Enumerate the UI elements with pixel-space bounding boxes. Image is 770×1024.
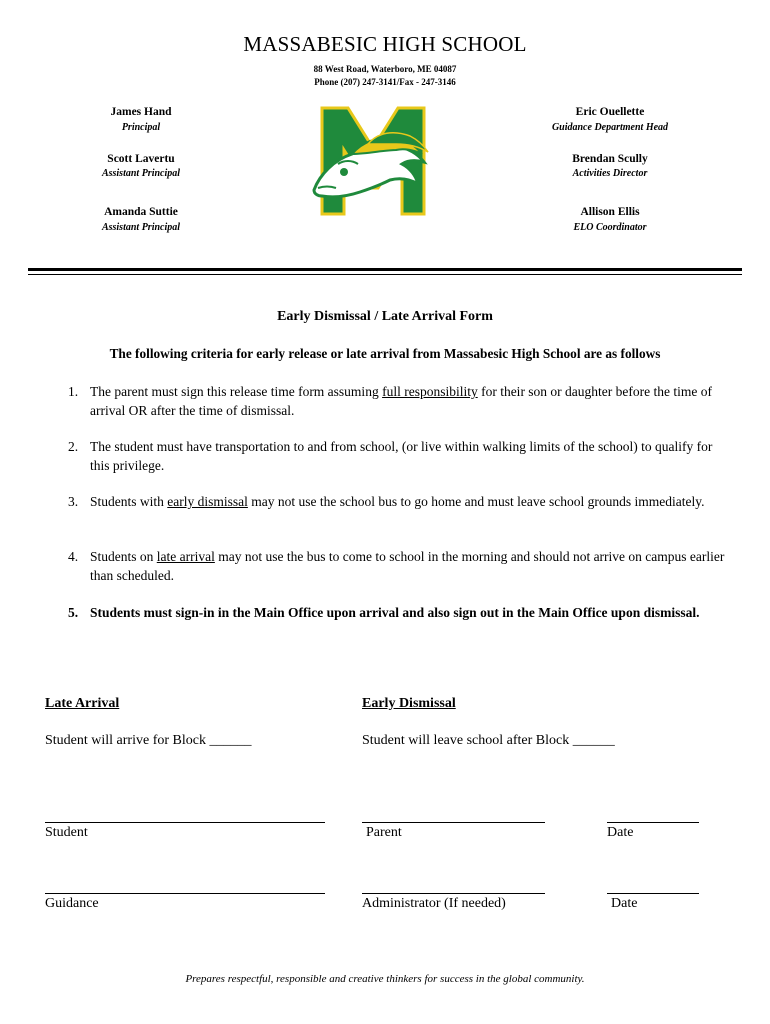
item-underlined-text: early dismissal	[167, 494, 248, 509]
item-text: The parent must sign this release time form assuming	[90, 384, 383, 399]
item-number: 2.	[68, 439, 79, 454]
item-text: may not use the bus to come to school in the morning and should not arrive on campus earlier than scheduled.	[90, 549, 725, 583]
school-address-block	[0, 63, 770, 89]
date-line-1[interactable]	[607, 822, 699, 823]
header-divider-thin	[28, 274, 742, 275]
item-number: 5.	[68, 605, 79, 620]
criteria-item-3	[68, 492, 728, 511]
staff-name-assistant-principal-2: Amanda Suttie	[104, 206, 178, 218]
footer-motto: Prepares respectful, responsible and creative thinkers for success in the global community.	[185, 973, 585, 985]
staff-title-principal: Principal	[121, 122, 161, 133]
item-number: 1.	[68, 384, 79, 399]
item-number: 3.	[68, 494, 79, 509]
item-text: may not use the school bus to go home and must leave school grounds immediately.	[247, 494, 705, 509]
staff-title-assistant-principal-1: Assistant Principal	[101, 168, 181, 179]
item-text: for their son or daughter before the time of arrival OR after the time of dismissal.	[90, 384, 712, 418]
item-underlined-text: full responsibility	[382, 384, 478, 399]
administrator-label: Administrator (If needed)	[362, 896, 506, 911]
student-signature-line[interactable]	[45, 822, 325, 823]
staff-title-elo-coordinator: ELO Coordinator	[573, 222, 647, 233]
staff-title-activities-director: Activities Director	[572, 168, 648, 179]
date-label-2: Date	[611, 896, 638, 911]
item-text: Students must sign-in in the Main Office upon arrival and also sign out in the Main Office upon dismissal.	[90, 605, 700, 620]
early-dismissal-block-field[interactable]: Student will leave school after Block ______	[362, 733, 615, 748]
staff-title-guidance-head: Guidance Department Head	[551, 122, 669, 133]
staff-name-elo-coordinator: Allison Ellis	[580, 206, 640, 218]
administrator-signature-line[interactable]	[362, 893, 545, 894]
parent-label: Parent	[366, 825, 402, 840]
item-number: 4.	[68, 549, 79, 564]
criteria-item-2	[68, 437, 728, 475]
mustang-m-logo-icon	[308, 102, 438, 220]
form-title: Early Dismissal / Late Arrival Form	[277, 309, 493, 324]
school-address: 88 West Road, Waterboro, ME 04087	[313, 64, 457, 74]
header-divider-thick	[28, 268, 742, 271]
early-dismissal-heading: Early Dismissal	[362, 696, 456, 711]
staff-name-assistant-principal-1: Scott Lavertu	[107, 153, 175, 165]
staff-title-assistant-principal-2: Assistant Principal	[101, 222, 181, 233]
criteria-item-5	[68, 603, 728, 622]
item-text: The student must have transportation to and from school, (or live within walking limits of the school) to qualify for this privilege.	[90, 439, 713, 473]
criteria-item-1	[68, 382, 728, 420]
staff-name-activities-director: Brendan Scully	[572, 153, 648, 165]
student-label: Student	[45, 825, 88, 840]
school-name: MASSABESIC HIGH SCHOOL	[243, 32, 527, 56]
parent-signature-line[interactable]	[362, 822, 545, 823]
late-arrival-heading: Late Arrival	[45, 696, 120, 711]
guidance-label: Guidance	[45, 896, 99, 911]
criteria-intro: The following criteria for early release or late arrival from Massabesic High School are as follows	[109, 346, 661, 361]
late-arrival-block-field[interactable]: Student will arrive for Block ______	[45, 733, 252, 748]
staff-name-guidance-head: Eric Ouellette	[575, 106, 645, 118]
staff-name-principal: James Hand	[110, 106, 172, 118]
school-phone: Phone (207) 247-3141/Fax - 247-3146	[314, 77, 456, 87]
date-label-1: Date	[607, 825, 634, 840]
guidance-signature-line[interactable]	[45, 893, 325, 894]
item-text: Students on	[90, 549, 157, 564]
criteria-item-4	[68, 547, 728, 585]
item-underlined-text: late arrival	[156, 549, 215, 564]
item-text: Students with	[90, 494, 168, 509]
date-line-2[interactable]	[607, 893, 699, 894]
